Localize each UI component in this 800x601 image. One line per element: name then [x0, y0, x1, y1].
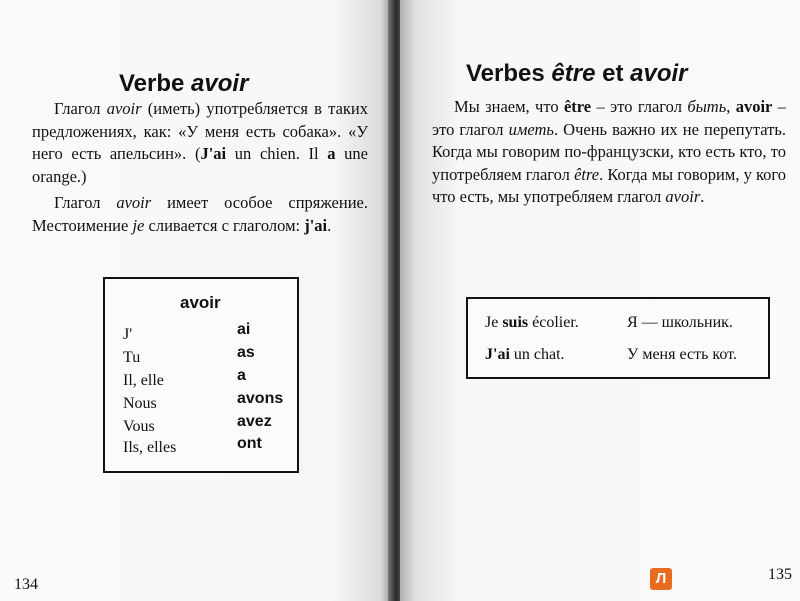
conj-form: ai [237, 321, 251, 338]
left-paragraph-2: Глагол avoir имеет особое спряжение. Местоимение je сливается с глаголом: j'ai. [32, 193, 368, 235]
page-number-left: 134 [14, 576, 38, 593]
example-french: J'ai un chat. [485, 346, 565, 363]
conjugation-header: avoir [180, 293, 221, 312]
left-paragraph-1: Глагол avoir (иметь) употребляется в таких предложениях, как: «У меня есть собака». «У него есть апельсин». (J'ai un chien. Il a une orange.) [32, 99, 368, 186]
conj-form: avez [237, 413, 272, 430]
right-page-title: Verbes être et avoir [466, 60, 688, 87]
example-russian: У меня есть кот. [627, 346, 737, 363]
conj-pronoun: Nous [123, 395, 157, 412]
conj-pronoun: Il, elle [123, 372, 164, 389]
conj-form: as [237, 344, 255, 361]
page-number-right: 135 [768, 566, 792, 583]
conj-form: ont [237, 435, 262, 452]
publisher-logo-icon: Л [650, 568, 672, 590]
conj-pronoun: Vous [123, 418, 155, 435]
example-french: Je suis écolier. [485, 314, 579, 331]
example-box [466, 297, 770, 379]
left-page-title: Verbe avoir [119, 70, 249, 97]
conjugation-table [103, 277, 299, 473]
left-page [0, 0, 392, 601]
conj-pronoun: J' [123, 326, 133, 343]
right-page [400, 0, 800, 601]
conj-form: a [237, 367, 246, 384]
right-paragraph: Мы знаем, что être – это глагол быть, avoir – это глагол иметь. Очень важно их не перепутать. Когда мы говорим по-французски, кто есть кто, то употребляем глагол être. Когда мы говорим, у кого что есть, мы употребляем глагол avoir. [432, 97, 787, 206]
conj-pronoun: Tu [123, 349, 141, 366]
conj-form: avons [237, 390, 284, 407]
example-russian: Я — школьник. [627, 314, 733, 331]
conj-pronoun: Ils, elles [123, 439, 177, 456]
